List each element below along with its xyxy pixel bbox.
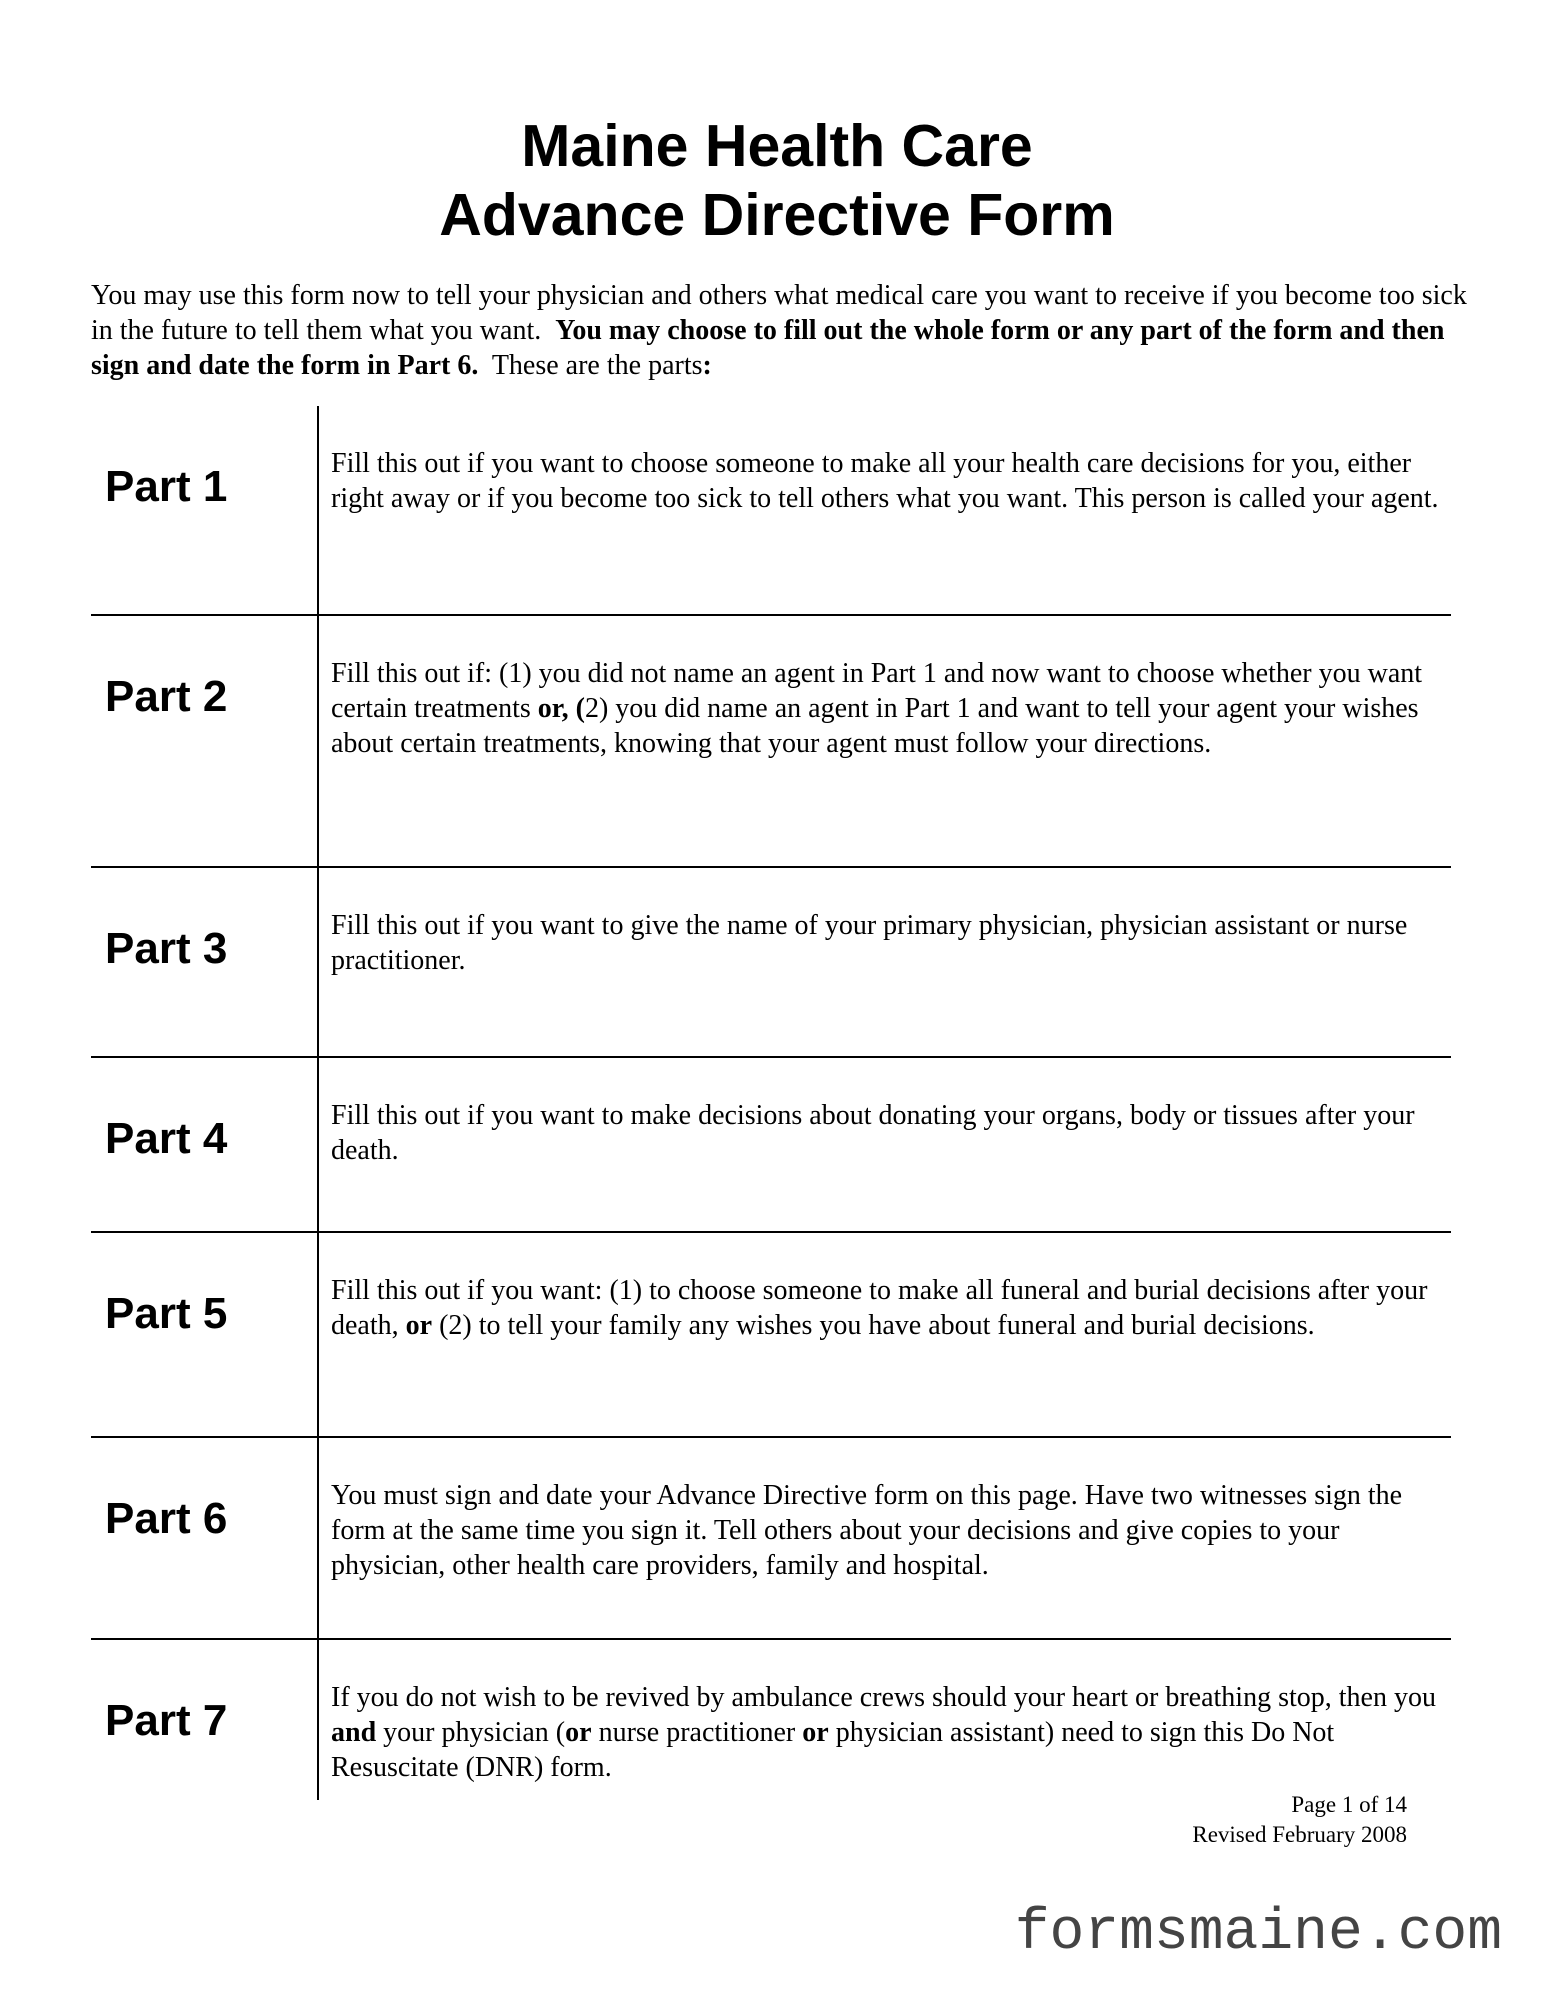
description-text: physician assistant) need to sign this Do Not Resuscitate (DNR) form. [331,1717,1335,1783]
description-text: Fill this out if you want to give the name of your primary physician, physician assistant or nurse practitioner. [331,910,1408,976]
part-description [331,1098,1441,1168]
part-label: Part 5 [105,1289,228,1338]
description-bold-text: or, ( [537,693,585,724]
description-text: Fill this out if: (1) you did not name an agent in Part 1 and now want to choose whether you want certain treatments [331,658,1423,724]
part-description [331,446,1441,516]
part-label: Part 1 [105,462,228,511]
revision-date: Revised February 2008 [1192,1822,1407,1847]
column-divider [317,1233,319,1436]
part-label: Part 6 [105,1494,228,1543]
description-text: Fill this out if you want to make decisions about donating your organs, body or tissues after your death. [331,1100,1415,1166]
title-line-1: Maine Health Care [521,113,1033,179]
part-row [91,1056,1451,1231]
site-watermark: formsmaine.com [1014,1901,1502,1966]
page-number: Page 1 of 14 [1291,1792,1407,1817]
page-footer [1192,1790,1407,1850]
part-description [331,656,1441,761]
intro-bold-text: You may choose to fill out the whole form or any part of the form and then sign and date the form in Part 6. [91,315,1445,381]
part-label: Part 4 [105,1114,228,1163]
part-row [91,1231,1451,1436]
column-divider [317,1640,319,1800]
intro-colon: : [702,350,712,381]
part-description [331,1478,1441,1583]
part-row [91,866,1451,1056]
intro-text: You may use this form now to tell your physician and others what medical care you want to receive if you become too sick in the future to tell them what you want. [91,280,1467,346]
title-line-2: Advance Directive Form [439,182,1115,248]
part-label: Part 7 [105,1696,228,1745]
description-bold-text: and [331,1717,377,1748]
description-text: Fill this out if you want: (1) to choose someone to make all funeral and burial decisions after your death, [331,1275,1428,1341]
part-description [331,908,1441,978]
description-bold-text: or [405,1310,433,1341]
description-text: nurse practitioner [591,1717,803,1748]
part-row [91,1436,1451,1638]
part-row [91,1638,1451,1800]
parts-table [91,406,1451,1800]
description-text: You must sign and date your Advance Directive form on this page. Have two witnesses sign the form at the same time you sign it. Tell others about your decisions and give copies to your physician, other health care providers, family and hospital. [331,1480,1403,1581]
description-bold-text: or [802,1717,829,1748]
document-title [0,112,1554,250]
part-row [91,406,1451,614]
part-label: Part 3 [105,924,228,973]
description-bold-text: or [565,1717,592,1748]
part-description [331,1273,1441,1343]
description-text: If you do not wish to be revived by ambulance crews should your heart or breathing stop, then you [331,1682,1436,1713]
part-label: Part 2 [105,672,228,721]
column-divider [317,868,319,1056]
intro-paragraph [91,278,1471,383]
description-text: Fill this out if you want to choose someone to make all your health care decisions for you, either right away or if you become too sick to tell others what you want. This person is called your agent. [331,448,1439,514]
column-divider [317,616,319,866]
intro-text-end: These are the parts [491,350,703,381]
part-row [91,614,1451,866]
description-text: your physician ( [376,1717,566,1748]
column-divider [317,1058,319,1231]
part-description [331,1680,1441,1785]
column-divider [317,406,319,614]
description-text: (2) to tell your family any wishes you have about funeral and burial decisions. [432,1310,1315,1341]
column-divider [317,1438,319,1638]
description-text: 2) you did name an agent in Part 1 and want to tell your agent your wishes about certain treatments, knowing that your agent must follow your directions. [331,693,1419,759]
